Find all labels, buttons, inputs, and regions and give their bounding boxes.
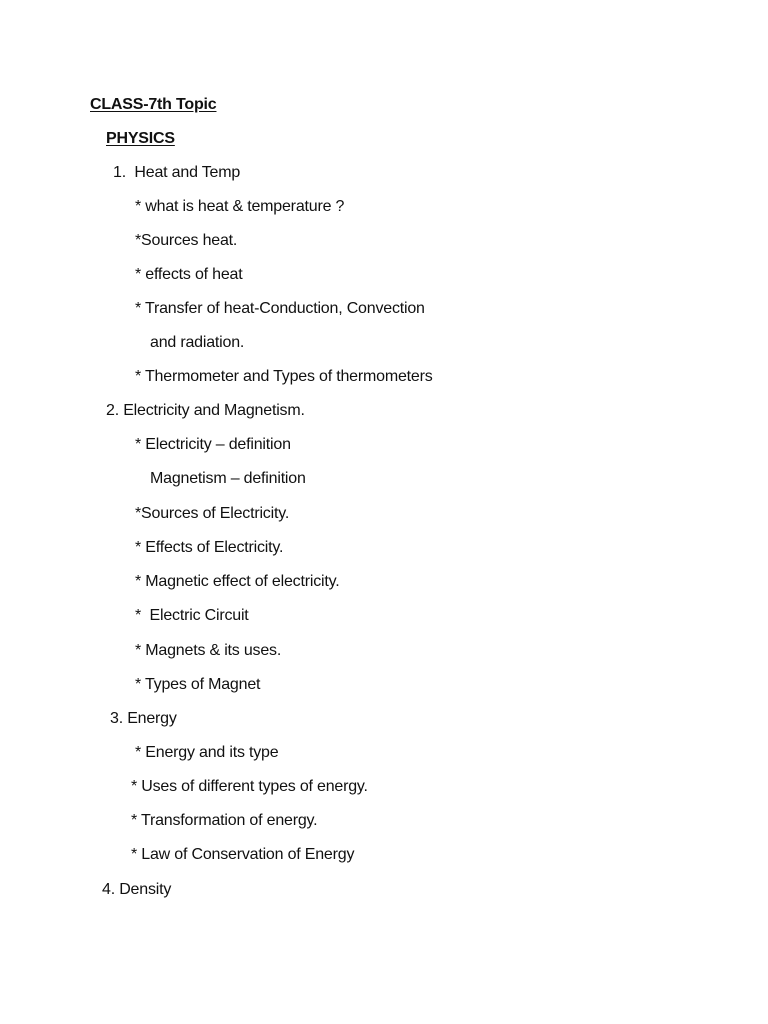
subtopic-item: * Effects of Electricity. bbox=[135, 539, 284, 556]
class-topic-heading: CLASS-7th Topic bbox=[90, 96, 217, 113]
subtopic-item: * effects of heat bbox=[135, 266, 243, 283]
topic-heading: 2. Electricity and Magnetism. bbox=[106, 402, 305, 419]
subtopic-continuation: Magnetism – definition bbox=[150, 470, 306, 487]
subtopic-item: * Magnetic effect of electricity. bbox=[135, 573, 340, 590]
subtopic-item: * Magnets & its uses. bbox=[135, 642, 282, 659]
subtopic-item: * Law of Conservation of Energy bbox=[131, 846, 355, 863]
subtopic-item: * what is heat & temperature ? bbox=[135, 198, 345, 215]
subtopic-continuation: and radiation. bbox=[150, 334, 245, 351]
subtopic-item: * Electricity – definition bbox=[135, 436, 291, 453]
subtopic-item: * Transfer of heat-Conduction, Convection bbox=[135, 300, 425, 317]
subtopic-item: * Uses of different types of energy. bbox=[131, 778, 368, 795]
subtopic-item: * Energy and its type bbox=[135, 744, 279, 761]
subtopic-item: * Transformation of energy. bbox=[131, 812, 318, 829]
topic-heading: 3. Energy bbox=[110, 710, 177, 727]
subject-heading: PHYSICS bbox=[106, 130, 175, 147]
topic-heading: 4. Density bbox=[102, 881, 172, 898]
subtopic-item: * Thermometer and Types of thermometers bbox=[135, 368, 433, 385]
subtopic-item: * Types of Magnet bbox=[135, 676, 261, 693]
subtopic-item: *Sources heat. bbox=[135, 232, 238, 249]
topic-heading: 1. Heat and Temp bbox=[113, 164, 241, 181]
subtopic-item: *Sources of Electricity. bbox=[135, 505, 290, 522]
subtopic-item: * Electric Circuit bbox=[135, 607, 249, 624]
